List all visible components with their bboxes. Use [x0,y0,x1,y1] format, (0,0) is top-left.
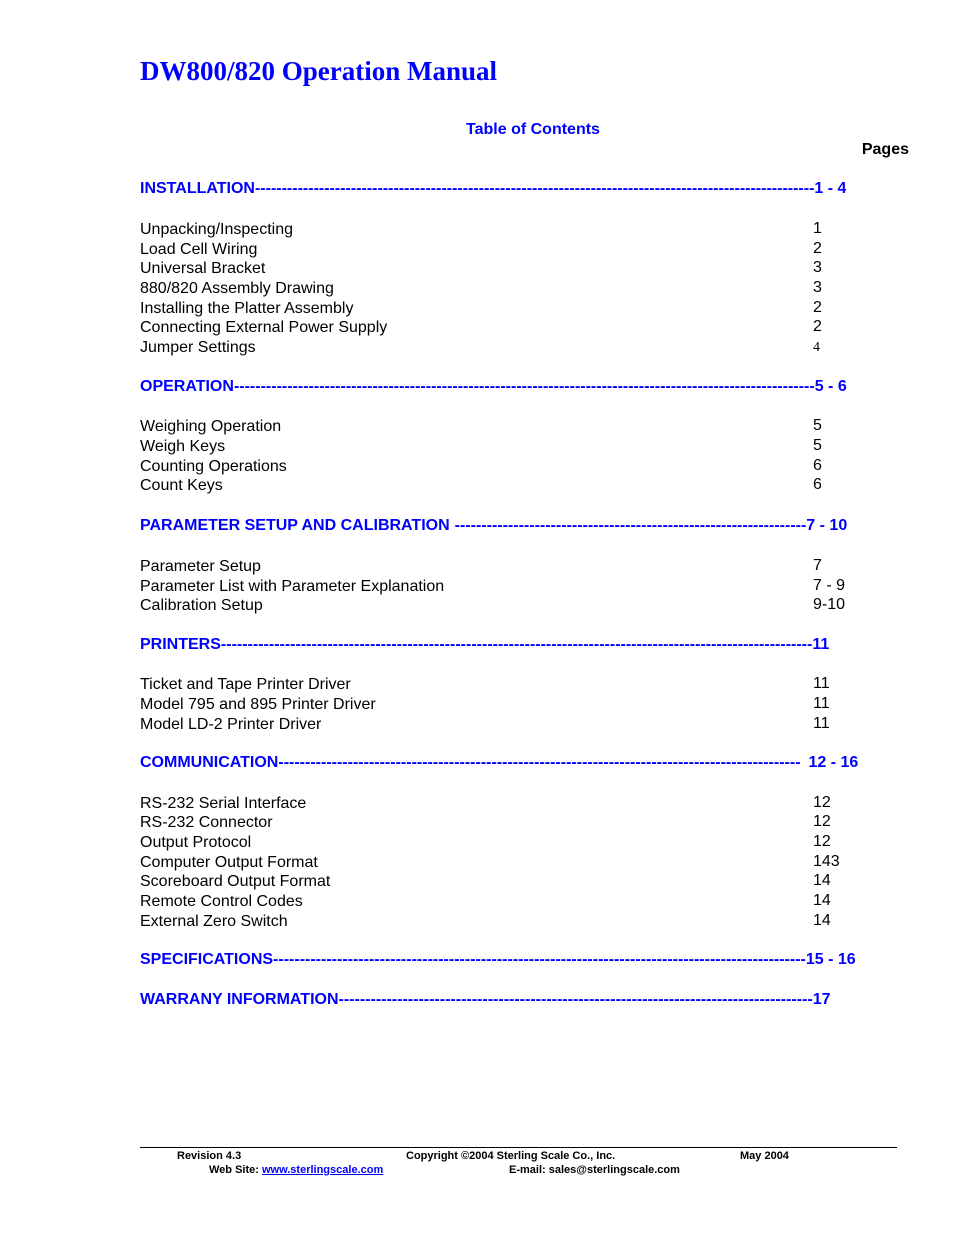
entry-page: 143 [813,853,840,870]
section-pages: 12 - 16 [808,754,859,771]
section-heading: WARRANY INFORMATION [140,991,339,1008]
dot-leader: ---------------------------------------------------------------------------------------------------- [273,951,806,968]
entry-page: 11 [813,695,830,712]
toc-entry: Count Keys [140,477,223,494]
entry-page: 12 [813,794,831,811]
section-pages: 15 - 16 [805,951,856,968]
entry-page: 1 [813,220,822,237]
section-pages: 11 [812,636,830,653]
entry-page: 11 [813,675,830,692]
website-link[interactable]: www.sterlingscale.com [261,1164,384,1176]
toc-section-warranty[interactable] [140,991,831,1009]
toc-entry: Ticket and Tape Printer Driver [140,676,351,693]
toc-section-operation[interactable] [140,378,847,396]
section-heading: COMMUNICATION [140,754,279,771]
page-title: DW800/820 Operation Manual [140,56,498,86]
toc-entry: Remote Control Codes [140,893,303,910]
entry-page: 5 [813,437,822,454]
toc-entry: Universal Bracket [140,260,266,277]
entry-page: 2 [813,299,822,316]
entry-page: 12 [813,833,831,850]
entry-page: 3 [813,259,822,276]
footer-email: E-mail: sales@sterlingscale.com [509,1164,680,1176]
entry-page: 14 [813,892,831,909]
toc-entry: Load Cell Wiring [140,241,258,258]
entry-page: 6 [813,457,822,474]
entry-page: 2 [813,318,822,335]
dot-leader: -------------------------------------------------------------------------------------------------- [278,754,801,771]
toc-entry: External Zero Switch [140,913,288,930]
pages-column-label: Pages [861,141,909,158]
toc-section-installation[interactable] [140,180,846,198]
section-pages: 7 - 10 [806,517,848,534]
entry-page: 9-10 [813,596,846,613]
entry-page: 7 - 9 [813,577,846,594]
dot-leader: ----------------------------------------------------------------------------------------- [338,991,813,1008]
toc-entry: Weigh Keys [140,438,226,455]
entry-page: 5 [813,417,822,434]
dot-leader: ------------------------------------------------------------------ [454,517,807,534]
toc-entry: Computer Output Format [140,854,318,871]
entry-page: 3 [813,279,822,296]
toc-entry: Installing the Platter Assembly [140,300,354,317]
toc-entry: RS-232 Connector [140,814,273,831]
toc-entry: Counting Operations [140,458,287,475]
footer-revision: Revision 4.3 [177,1150,242,1162]
website-label: Web Site: [209,1164,259,1176]
dot-leader: --------------------------------------------------------------------------------------------------------- [254,180,815,197]
entry-page: 2 [813,240,822,257]
toc-heading: Table of Contents [466,121,600,138]
toc-entry: Output Protocol [140,834,252,851]
toc-entry: Weighing Operation [140,418,282,435]
toc-section-communication[interactable] [140,754,858,772]
toc-section-specifications[interactable] [140,951,856,969]
dot-leader: --------------------------------------------------------------------------------------------------------------- [220,636,813,653]
toc-entry: Connecting External Power Supply [140,319,388,336]
footer-date: May 2004 [740,1150,789,1162]
section-pages: 17 [812,991,831,1008]
section-heading: INSTALLATION [140,180,255,197]
entry-page: 4 [813,340,820,355]
footer-copyright: Copyright ©2004 Sterling Scale Co., Inc. [406,1150,616,1162]
section-pages: 5 - 6 [814,378,847,395]
section-heading: SPECIFICATIONS [140,951,274,968]
toc-entry: 880/820 Assembly Drawing [140,280,334,297]
footer-website [209,1164,383,1176]
entry-page: 6 [813,476,822,493]
section-heading: PRINTERS [140,636,221,653]
toc-entry: Parameter List with Parameter Explanation [140,578,445,595]
toc-section-printers[interactable] [140,636,829,654]
toc-entry: Model 795 and 895 Printer Driver [140,696,376,713]
entry-page: 7 [813,557,822,574]
entry-page: 14 [813,912,831,929]
section-heading: PARAMETER SETUP AND CALIBRATION [140,517,450,534]
toc-entry: Unpacking/Inspecting [140,221,293,238]
toc-entry: Parameter Setup [140,558,261,575]
toc-entry: Calibration Setup [140,597,263,614]
toc-section-parameter-setup[interactable] [140,517,847,535]
toc-entry: RS-232 Serial Interface [140,795,307,812]
toc-entry: Scoreboard Output Format [140,873,331,890]
entry-page: 14 [813,872,831,889]
section-pages: 1 - 4 [814,180,847,197]
section-heading: OPERATION [140,378,234,395]
toc-entry: Model LD-2 Printer Driver [140,716,322,733]
toc-entry: Jumper Settings [140,339,256,356]
footer-divider [140,1147,897,1148]
dot-leader: ------------------------------------------------------------------------------------------------------------- [233,378,815,395]
entry-page: 11 [813,715,830,732]
entry-page: 12 [813,813,831,830]
